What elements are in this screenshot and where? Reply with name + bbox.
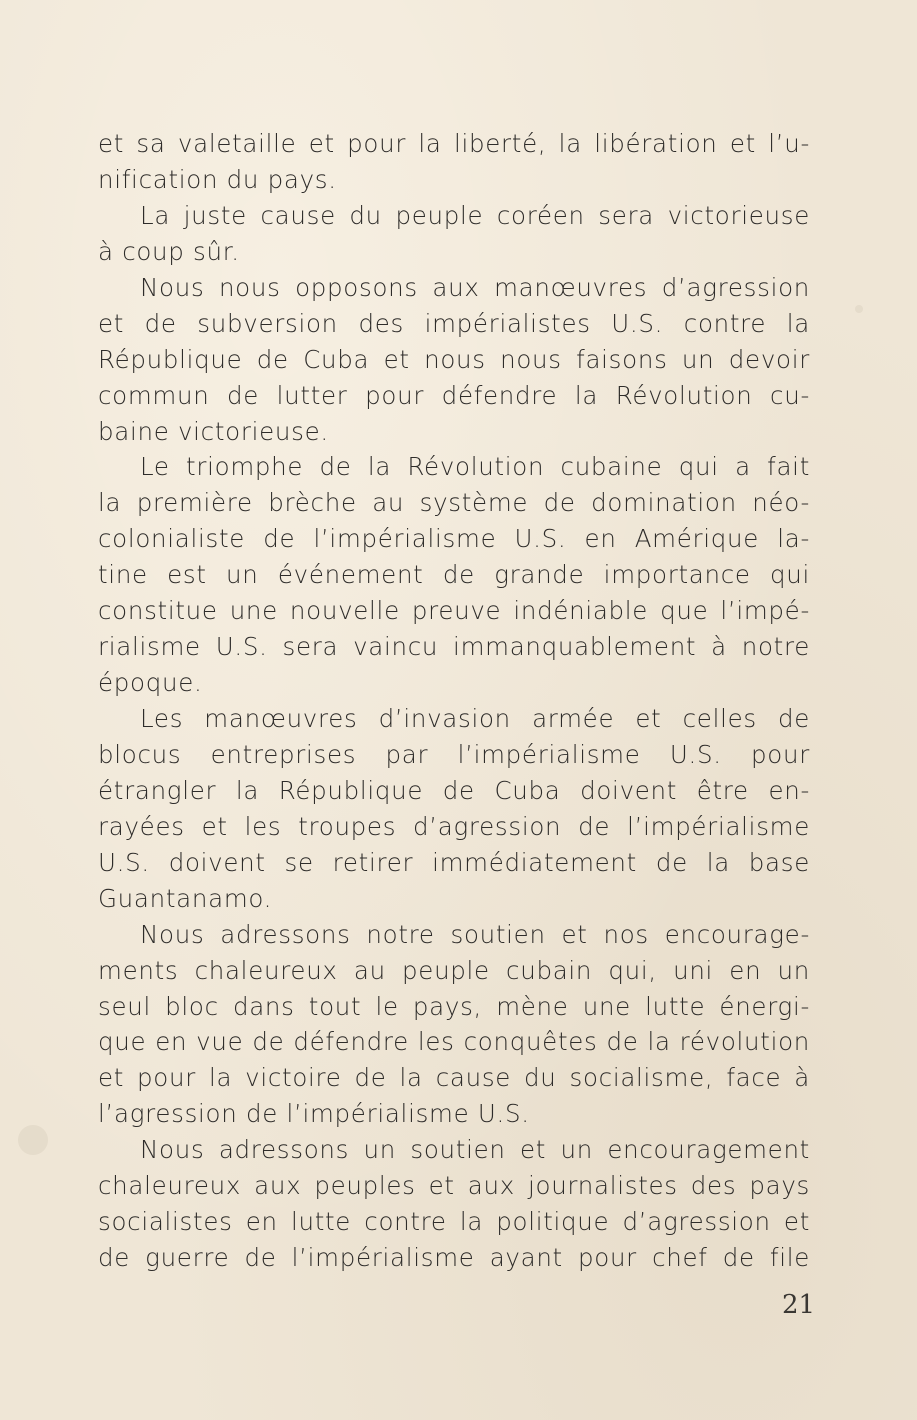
text-line: la première brèche au système de domination néo-: [98, 488, 810, 518]
paper-stain: [855, 305, 863, 313]
paper-stain: [18, 1125, 48, 1155]
text-line: Nous nous opposons aux manœuvres d’agression: [140, 272, 810, 302]
text-line: constitue une nouvelle preuve indéniable que l’impé-: [98, 596, 810, 626]
text-line: tine est un événement de grande importance qui: [98, 560, 810, 590]
text-line: de guerre de l’impérialisme ayant pour chef de file: [98, 1243, 810, 1273]
text-line: étrangler la République de Cuba doivent être en-: [98, 775, 810, 805]
text-line: époque.: [98, 668, 203, 698]
text-line: et sa valetaille et pour la liberté, la libération et l’u-: [98, 129, 810, 158]
text-line: et pour la victoire de la cause du socialisme, face à: [98, 1063, 810, 1093]
text-line: baine victorieuse.: [98, 416, 329, 446]
text-line: nification du pays.: [98, 164, 337, 194]
text-line: La juste cause du peuple coréen sera victorieuse: [140, 200, 810, 230]
text-line: rayées et les troupes d’agression de l’impérialisme: [98, 811, 810, 841]
text-line: Nous adressons un soutien et un encouragement: [140, 1135, 810, 1165]
text-line: chaleureux aux peuples et aux journalistes des pays: [98, 1171, 810, 1201]
text-line: à coup sûr.: [98, 236, 240, 266]
text-line: que en vue de défendre les conquêtes de la révolution: [98, 1027, 810, 1057]
text-line: socialistes en lutte contre la politique d’agression et: [98, 1207, 810, 1237]
text-line: Les manœuvres d’invasion armée et celles de: [140, 704, 810, 733]
text-line: colonialiste de l’impérialisme U.S. en Amérique la-: [98, 524, 810, 554]
body-text: [98, 126, 810, 1276]
text-line: Guantanamo.: [98, 883, 273, 913]
text-line: U.S. doivent se retirer immédiatement de la base: [98, 847, 810, 877]
text-line: Le triomphe de la Révolution cubaine qui a fait: [140, 452, 810, 482]
text-line: ments chaleureux au peuple cubain qui, uni en un: [98, 955, 810, 985]
text-line: République de Cuba et nous nous faisons un devoir: [98, 344, 810, 374]
text-line: blocus entreprises par l’impérialisme U.S. pour: [98, 739, 810, 769]
text-line: l’agression de l’impérialisme U.S.: [98, 1099, 530, 1129]
text-line: rialisme U.S. sera vaincu immanquablement à notre: [98, 632, 810, 662]
text-line: commun de lutter pour défendre la Révolution cu-: [98, 380, 810, 410]
text-line: seul bloc dans tout le pays, mène une lutte énergi-: [98, 991, 810, 1021]
text-line: Nous adressons notre soutien et nos encourage-: [140, 919, 810, 949]
text-line: et de subversion des impérialistes U.S. contre la: [98, 308, 810, 338]
page-number: 21: [782, 1290, 816, 1320]
